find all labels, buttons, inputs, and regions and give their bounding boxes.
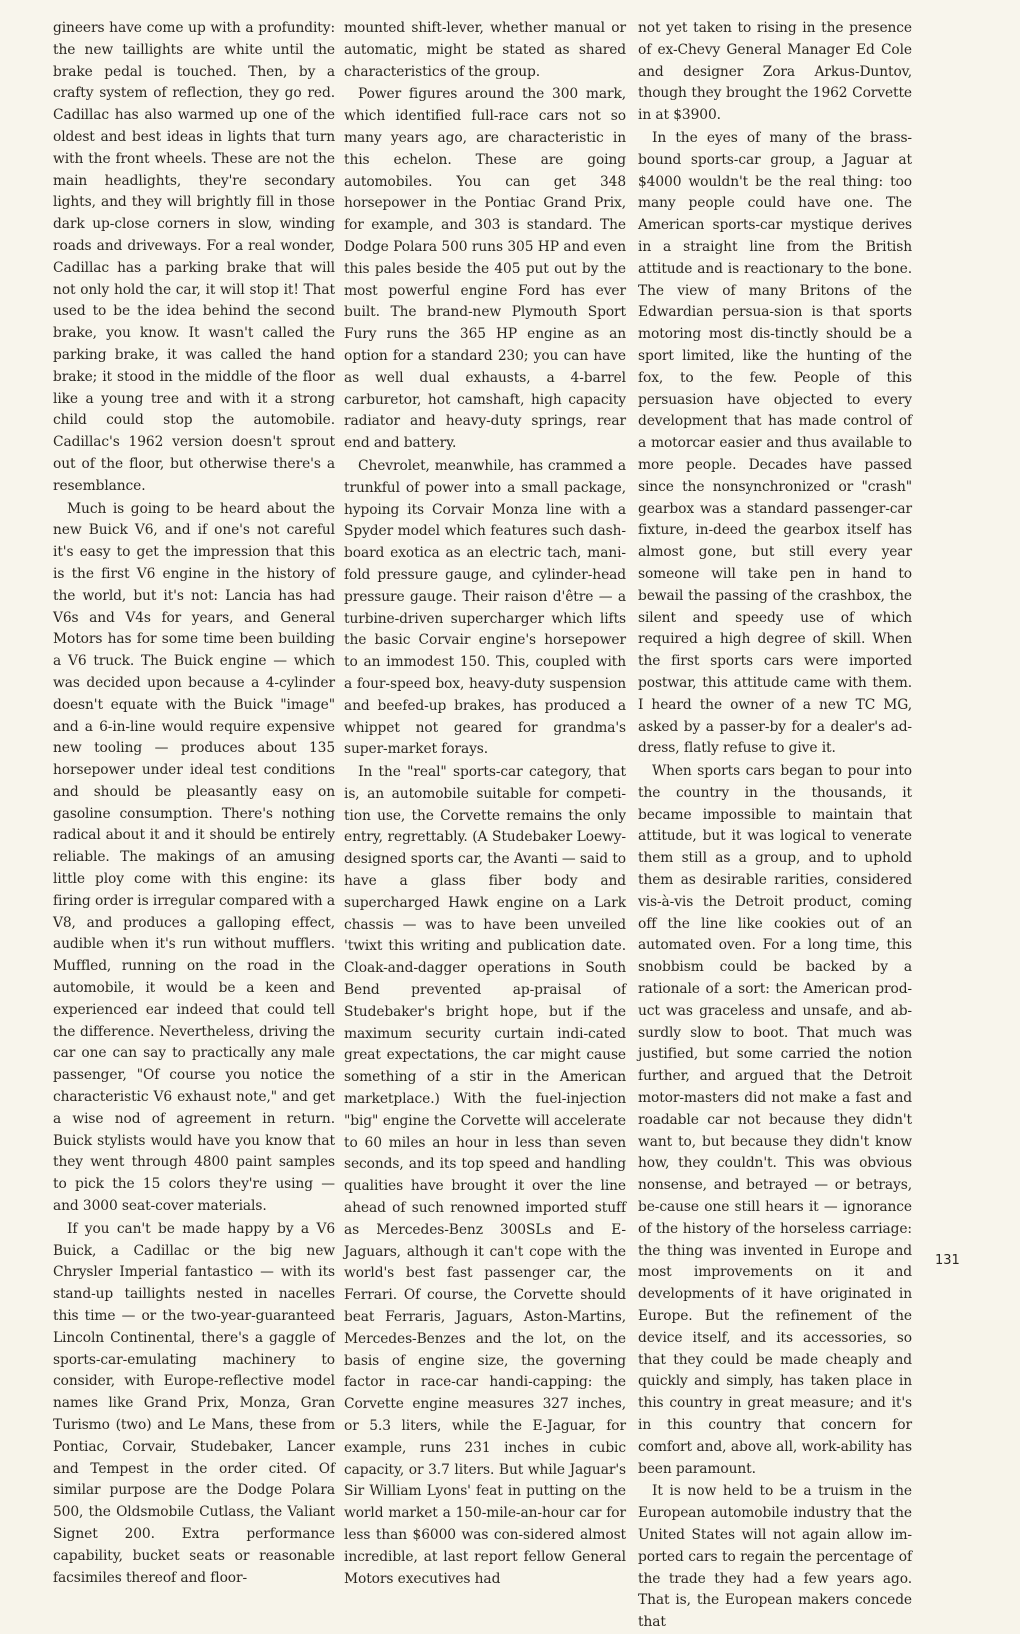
paragraph: Power figures around the 300 mark, which identified full-race cars not so many years ago, are characteristic in this echelon. These are going automobiles. You can get 348 horsepower in the Pontiac Grand Prix, for example, and 303 is standard. The Dodge Polara 500 runs 305 HP and even this pales beside the 405 put out by the most powerful engine Ford has ever built. The brand-new Plymouth Sport Fury runs the 365 HP engine as an option for a standard 230; you can have as well dual exhausts, a 4-barrel carburetor, hot camshaft, high capacity radiator and heavy-duty springs, rear end and battery. <box>344 86 626 452</box>
paragraph: It is now held to be a truism in the European automobile industry that the United States will not again allow im-ported cars to regain the percentage of the trade they had a few years ago. That is, the European makers concede that <box>638 1483 912 1631</box>
paragraph: not yet taken to rising in the presence of ex-Chevy General Manager Ed Cole and designer Zora Arkus-Duntov, though they brought the 1962 Corvette in at $3900. <box>638 20 912 124</box>
page-number: 131 <box>935 1253 960 1268</box>
paragraph: If you can't be made happy by a V6 Buick, a Cadillac or the big new Chrysler Imperial fantastico — with its stand-up taillights nested in nacelles this time — or the two-year-guaranteed Lincoln Continental, there's a gaggle of sports-car-emulating machinery to consider, with Europe-reflective model names like Grand Prix, Monza, Gran Turismo (two) and Le Mans, these from Pontiac, Corvair, Studebaker, Lancer and Tempest in the order cited. Of similar purpose are the Dodge Polara 500, the Oldsmobile Cutlass, the Valiant Signet 200. Extra performance capability, bucket seats or reasonable facsimiles thereof and floor- <box>53 1220 335 1586</box>
paragraph: mounted shift-lever, whether manual or automatic, might be stated as shared characteristics of the group. <box>344 20 626 80</box>
paragraph: In the "real" sports-car category, that is, an automobile suitable for competi-tion use, the Corvette remains the only entry, regrettably. (A Studebaker Loewy-designed sports car, the Avanti — said to have a glass fiber body and supercharged Hawk engine on a Lark chassis — was to have been unveiled 'twixt this writing and publication date. Cloak-and-dagger operations in South Bend prevented ap-praisal of Studebaker's bright hope, but if the maximum security curtain indi-cated great expectations, the car might cause something of a stir in the American marketplace.) With the fuel-injection "big" engine the Corvette will accelerate to 60 miles an hour in less than seven seconds, and its top speed and handling qualities have brought it over the line ahead of such renowned imported stuff as Mercedes-Benz 300SLs and E-Jaguars, although it can't cope with the world's best fast passenger car, the Ferrari. Of course, the Corvette should beat Ferraris, Jaguars, Aston-Martins, Mercedes-Benzes and the lot, on the basis of engine size, the governing factor in race-car handi-capping: the Corvette engine measures 327 inches, or 5.3 liters, while the E-Jaguar, for example, runs 231 inches in cubic capacity, or 3.7 liters. But while Jaguar's Sir William Lyons' feat in putting on the world market a 150-mile-an-hour car for less than $6000 was con-sidered almost incredible, at last report fellow General Motors executives had <box>344 764 626 1587</box>
text-column-3 <box>638 18 912 1634</box>
paragraph: Chevrolet, meanwhile, has crammed a trunkful of power into a small package, hypoing its Corvair Monza line with a Spyder model which features such dash-board exotica as an electric tach, mani-fold pressure gauge, and cylinder-head pressure gauge. Their raison d'être — a turbine-driven supercharger which lifts the basic Corvair engine's horsepower to an immodest 150. This, coupled with a four-speed box, heavy-duty suspension and beefed-up brakes, has produced a whippet not geared for grandma's super-market forays. <box>344 457 626 758</box>
text-column-1 <box>53 18 335 1589</box>
paragraph: Much is going to be heard about the new Buick V6, and if one's not careful it's easy to get the impression that this is the first V6 engine in the history of the world, but it's not: Lancia has had V6s and V4s for years, and General Motors has for some time been building a V6 truck. The Buick engine — which was decided upon because a 4-cylinder doesn't equate with the Buick "image" and a 6-in-line would require expensive new tooling — produces about 135 horsepower under ideal test conditions and should be pleasantly easy on gasoline consumption. There's nothing radical about it and it should be entirely reliable. The makings of an amusing little ploy come with this engine: its firing order is irregular compared with a V8, and produces a galloping effect, audible when it's run without mufflers. Muffled, running on the road in the automobile, it would be a keen and experienced ear indeed that could tell the difference. Nevertheless, driving the car one can say to practically any male passenger, "Of course you notice the characteristic V6 exhaust note," and get a wise nod of agreement in return. Buick stylists would have you know that they went through 4800 paint samples to pick the 15 colors they're using — and 3000 seat-cover materials. <box>53 500 335 1215</box>
paragraph: In the eyes of many of the brass-bound sports-car group, a Jaguar at $4000 wouldn't be the real thing: too many people could have one. The American sports-car mystique derives in a straight line from the British attitude and is reactionary to the bone. The view of many Britons of the Edwardian persua-sion is that sports motoring most dis-tinctly should be a sport limited, like the hunting of the fox, to the few. People of this persuasion have objected to every development that has made control of a motorcar easier and thus available to more people. Decades have passed since the nonsynchronized or "crash" gearbox was a standard passenger-car fixture, in-deed the gearbox itself has almost gone, but still every year someone will take pen in hand to bewail the passing of the crashbox, the silent and speedy use of which required a high degree of skill. When the first sports cars were imported postwar, this attitude came with them. I heard the owner of a new TC MG, asked by a passer-by for a dealer's ad-dress, flatly refuse to give it. <box>638 129 912 757</box>
paragraph: When sports cars began to pour into the country in the thousands, it became impossible to maintain that attitude, but it was logical to venerate them still as a group, and to uphold them as desirable rarities, considered vis-à-vis the Detroit product, coming off the line like cookies out of an automated oven. For a long time, this snobbism could be backed by a rationale of a sort: the American prod-uct was graceless and unsafe, and ab-surdly slow to boot. That much was justified, but some carried the notion further, and argued that the Detroit motor-masters did not make a fast and roadable car not because they didn't want to, but because they didn't know how, they couldn't. This was obvious nonsense, and betrayed — or betrays, be-cause one still hears it — ignorance of the history of the horseless carriage: the thing was invented in Europe and most improvements on it and developments of it have originated in Europe. But the refinement of the device itself, and its accessories, so that they could be made cheaply and quickly and simply, has taken place in this country in great measure; and it's in this country that concern for comfort and, above all, work-ability has been paramount. <box>638 763 912 1477</box>
paragraph: gineers have come up with a profundity: the new taillights are white until the brake pedal is touched. Then, by a crafty system of reflection, they go red. Cadillac has also warmed up one of the oldest and best ideas in lights that turn with the front wheels. These are not the main headlights, they're secondary lights, and they will brightly fill in those dark up-close corners in slow, winding roads and driveways. For a real wonder, Cadillac has a parking brake that will not only hold the car, it will stop it! That used to be the idea behind the second brake, you know. It wasn't called the parking brake, it was called the hand brake; it stood in the middle of the floor like a young tree and with it a strong child could stop the automobile. Cadillac's 1962 version doesn't sprout out of the floor, but otherwise there's a resemblance. <box>53 20 335 494</box>
text-column-2 <box>344 18 626 1590</box>
